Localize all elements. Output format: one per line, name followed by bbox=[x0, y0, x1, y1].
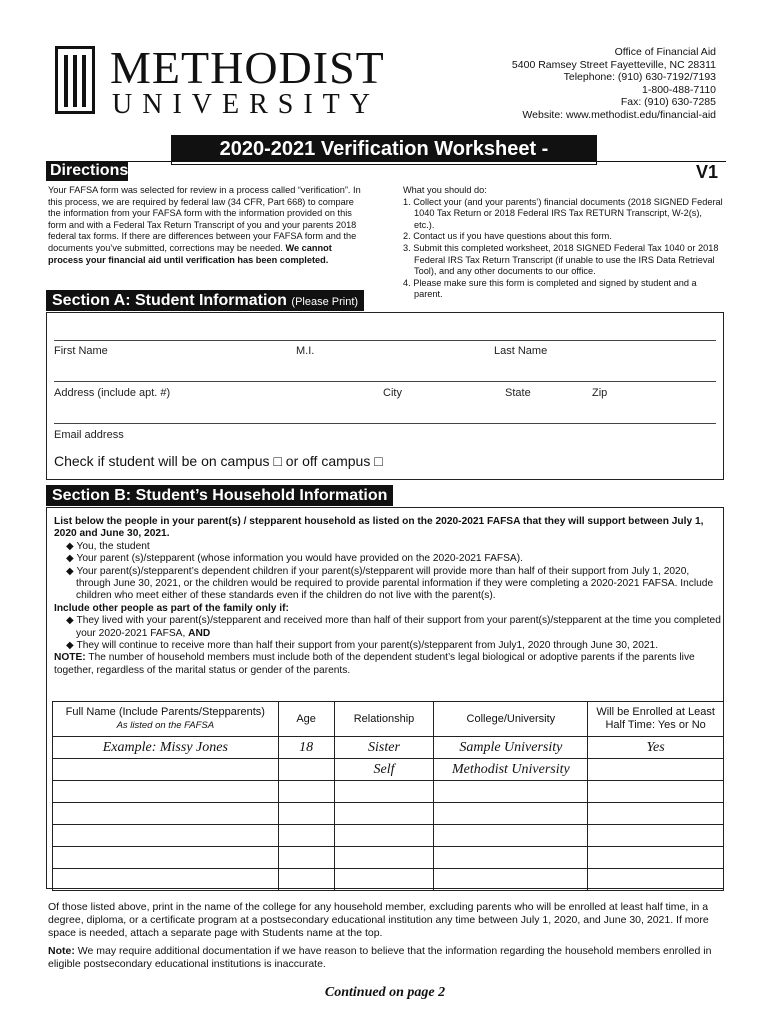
footer-text: Of those listed above, print in the name of the college for any household member, excluding parents who will be enrolled at least half time, in a degree, diploma, or a certificate program at a postsecondary educational institution any time between July 1, 2020, and June 30, 2021. If more space is needed, attach a separate page with Students name at the top. bbox=[48, 901, 709, 939]
bullet-text: They will continue to receive more than half their support from your parent(s)/stepparent from July1, 2020 through June 30, 2021. bbox=[76, 640, 659, 652]
footer-note bbox=[48, 945, 724, 971]
household-bullet: ◆ They lived with your parent(s)/stepparent and received more than half of their support from your parent(s)/stepparent at the time you completed your 2020-2021 FAFSA, AND bbox=[66, 615, 721, 639]
zip-label: Zip bbox=[592, 387, 608, 399]
household-bullet: ◆ You, the student bbox=[66, 540, 150, 552]
table-cell[interactable] bbox=[334, 781, 434, 803]
table-cell[interactable] bbox=[53, 781, 279, 803]
todo-list bbox=[403, 185, 723, 301]
todo-item: 1. Collect your (and your parents’) financial documents (2018 SIGNED Federal 1040 Tax Return or 2018 Federal IRS Tax RETURN Transcript, W-2(s), etc.). bbox=[403, 196, 723, 230]
table-cell[interactable] bbox=[278, 759, 334, 781]
other-people-heading: Include other people as part of the family only if: bbox=[54, 602, 289, 614]
table-cell[interactable] bbox=[434, 869, 588, 891]
todo-heading: What you should do: bbox=[403, 185, 487, 195]
note-text: The number of household members must include both of the dependent student’s legal biological or adoptive parents if the parents live together, regardless of the marital status or gender of the parents. bbox=[54, 652, 695, 676]
table-row bbox=[53, 781, 724, 803]
table-cell[interactable]: 18 bbox=[278, 737, 334, 759]
table-row bbox=[53, 803, 724, 825]
table-cell[interactable] bbox=[588, 803, 724, 825]
table-cell[interactable] bbox=[278, 869, 334, 891]
last-name-label: Last Name bbox=[494, 345, 548, 357]
version-label: V1 bbox=[695, 162, 718, 182]
col-enrolled: Will be Enrolled at Least Half Time: Yes or No bbox=[588, 702, 724, 737]
table-row bbox=[53, 737, 724, 759]
table-cell[interactable] bbox=[334, 825, 434, 847]
table-cell[interactable] bbox=[334, 847, 434, 869]
household-bullet: ◆ Your parent(s)/stepparent’s dependent children if your parent(s)/stepparent will provide more than half of their support from July 1, 2020, through June 30, 2021, or the children would be required to provide parental information if they were completing a 2020-2021 FAFSA. Include children who meet either of these standards even if the children do not live with the parent(s). bbox=[66, 565, 714, 602]
bullet-and: AND bbox=[188, 627, 211, 639]
col-age: Age bbox=[278, 702, 334, 737]
section-a-heading bbox=[46, 290, 364, 311]
directions-heading: Directions: bbox=[46, 161, 128, 181]
logo-title: METHODIST bbox=[110, 42, 385, 93]
table-cell[interactable] bbox=[434, 781, 588, 803]
col-college: College/University bbox=[434, 702, 588, 737]
campus-checkbox-line[interactable]: Check if student will be on campus □ or off campus □ bbox=[54, 453, 383, 469]
mi-label: M.I. bbox=[296, 345, 315, 357]
table-cell[interactable]: Methodist University bbox=[434, 759, 588, 781]
table-cell[interactable] bbox=[588, 759, 724, 781]
household-bullet: ◆ They will continue to receive more than half their support from your parent(s)/stepparent from July1, 2020 through June 30, 2021. bbox=[66, 640, 659, 652]
col-relationship: Relationship bbox=[334, 702, 434, 737]
table-cell[interactable] bbox=[53, 847, 279, 869]
address-line[interactable] bbox=[54, 381, 716, 382]
directions-text bbox=[48, 185, 366, 266]
table-cell[interactable] bbox=[278, 781, 334, 803]
contact-line: 1-800-488-7110 bbox=[642, 83, 716, 96]
table-cell[interactable] bbox=[434, 847, 588, 869]
logo-pillar bbox=[73, 55, 77, 107]
directions-bold: We cannot process your financial aid until verification has been completed. bbox=[48, 242, 332, 265]
email-line[interactable] bbox=[54, 423, 716, 424]
bullet-text: Your parent(s)/stepparent’s dependent children if your parent(s)/stepparent will provide more than half of their support from July 1, 2020, through June 30, 2021, or the children would be required to provide parental information if they were completing a 2020-2021 FAFSA. Include children who meet either of these standards even if the children do not live with the parent(s). bbox=[76, 565, 714, 602]
bullet-text: You, the student bbox=[76, 540, 150, 552]
first-name-label: First Name bbox=[54, 345, 108, 357]
household-instructions bbox=[54, 516, 722, 677]
table-row bbox=[53, 759, 724, 781]
contact-line: 5400 Ramsey Street Fayetteville, NC 28311 bbox=[511, 58, 716, 71]
table-header-row bbox=[53, 702, 724, 737]
state-label: State bbox=[505, 387, 531, 399]
logo-pillar bbox=[82, 55, 86, 107]
contact-line: Office of Financial Aid bbox=[614, 46, 716, 58]
table-row bbox=[53, 825, 724, 847]
email-label: Email address bbox=[54, 429, 124, 441]
directions-body: Your FAFSA form was selected for review in a process called “verification”. In this process, we are required by federal law (34 CFR, Part 668) to compare the information from your FAFSA form with the information provided on this form and with a Federal Tax Return Transcript of you and your parents 2018 federal tax forms. If there are differences between your FAFSA form and the documents you’ve submitted, corrections may be needed. bbox=[48, 185, 361, 253]
continued-label: Continued on page 2 bbox=[324, 985, 446, 1000]
header-text: Full Name (Include Parents/Stepparents) bbox=[65, 706, 265, 718]
household-bullet: ◆ Your parent (s)/stepparent (whose information you would have provided on the 2020-2021 FAFSA). bbox=[66, 553, 523, 565]
table-cell[interactable] bbox=[53, 869, 279, 891]
household-table bbox=[52, 701, 724, 891]
bullet-text: They lived with your parent(s)/stepparent and received more than half of their support from your parent(s)/stepparent at the time you completed your 2020-2021 FAFSA, bbox=[76, 615, 721, 639]
header-subtext: As listed on the FAFSA bbox=[116, 720, 215, 731]
footer-note-label: Note: bbox=[48, 945, 75, 957]
contact-line: Telephone: (910) 630-7192/7193 bbox=[563, 71, 716, 84]
household-intro: List below the people in your parent(s) / stepparent household as listed on the 2020-2021 FAFSA that they will support between July 1, 2020 and June 30, 2021. bbox=[54, 516, 704, 540]
table-cell[interactable]: Yes bbox=[588, 737, 724, 759]
logo-subtitle: UNIVERSITY bbox=[112, 89, 380, 120]
table-cell[interactable] bbox=[334, 803, 434, 825]
footer-note-text: We may require additional documentation if we have reason to believe that the information regarding the household members enrolled in eligible postsecondary educational institutions is inaccurate. bbox=[48, 945, 712, 970]
todo-item: 3. Submit this completed worksheet, 2018 SIGNED Federal Tax 1040 or 2018 Federal IRS Tax Return Transcript (if unable to use the IRS Data Retrieval Tool), and any other documents to our office. bbox=[403, 242, 719, 277]
household-footer bbox=[48, 901, 724, 971]
table-cell[interactable] bbox=[53, 759, 279, 781]
section-a-title: Section A: Student Information bbox=[52, 292, 287, 309]
table-row bbox=[53, 847, 724, 869]
table-cell[interactable] bbox=[53, 825, 279, 847]
section-b-heading: Section B: Student’s Household Information bbox=[46, 485, 393, 506]
name-line[interactable] bbox=[54, 340, 716, 341]
table-cell[interactable] bbox=[434, 803, 588, 825]
table-cell[interactable] bbox=[588, 781, 724, 803]
city-label: City bbox=[383, 387, 402, 399]
table-cell[interactable] bbox=[53, 803, 279, 825]
table-cell[interactable] bbox=[588, 825, 724, 847]
bullet-text: Your parent (s)/stepparent (whose information you would have provided on the 2020-2021 FAFSA). bbox=[76, 553, 523, 565]
household-note bbox=[54, 652, 722, 677]
col-full-name bbox=[53, 702, 279, 737]
contact-line[interactable]: Website: www.methodist.edu/financial-aid bbox=[522, 108, 716, 121]
table-cell[interactable]: Sample University bbox=[434, 737, 588, 759]
table-cell[interactable] bbox=[588, 847, 724, 869]
table-cell[interactable] bbox=[588, 869, 724, 891]
section-a-note: (Please Print) bbox=[291, 296, 359, 308]
todo-item: 4. Please make sure this form is completed and signed by student and a parent. bbox=[403, 277, 697, 300]
table-cell[interactable] bbox=[278, 825, 334, 847]
table-cell[interactable] bbox=[278, 803, 334, 825]
address-label: Address (include apt. #) bbox=[54, 387, 171, 399]
contact-info bbox=[512, 46, 716, 122]
logo-pillar bbox=[64, 55, 68, 107]
table-cell[interactable]: Example: Missy Jones bbox=[53, 737, 279, 759]
table-cell[interactable]: Self bbox=[334, 759, 434, 781]
todo-item: 2. Contact us if you have questions about this form. bbox=[403, 231, 612, 242]
logo-mark bbox=[55, 46, 95, 114]
note-label: NOTE: bbox=[54, 652, 86, 664]
page-title: 2020-2021 Verification Worksheet - Dependent bbox=[172, 136, 596, 164]
table-cell[interactable] bbox=[434, 825, 588, 847]
contact-line: Fax: (910) 630-7285 bbox=[620, 96, 716, 109]
table-cell[interactable]: Sister bbox=[334, 737, 434, 759]
table-row bbox=[53, 869, 724, 891]
table-cell[interactable] bbox=[278, 847, 334, 869]
table-cell[interactable] bbox=[334, 869, 434, 891]
